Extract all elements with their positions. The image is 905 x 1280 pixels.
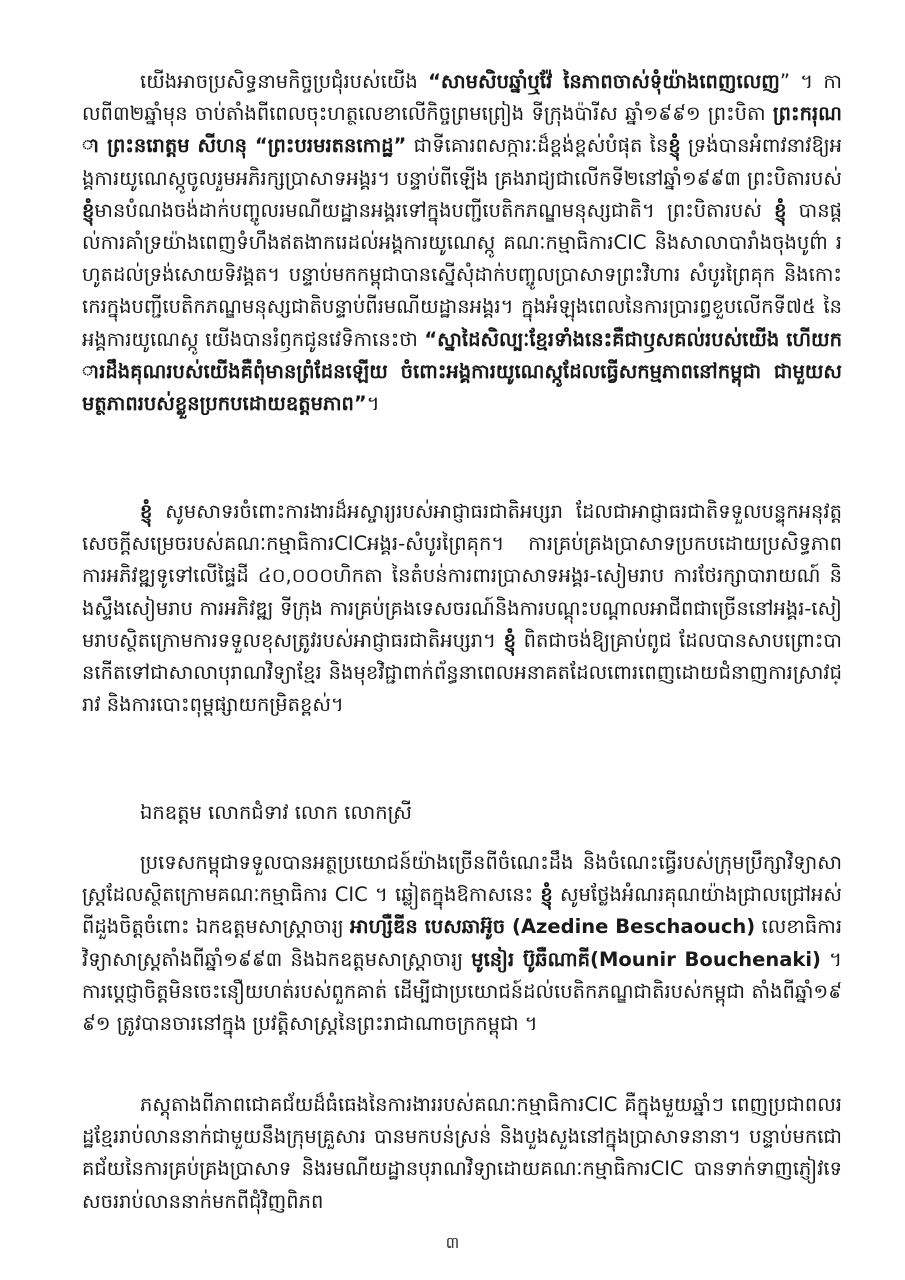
text-run: ភស្តុតាងពីភាពជោគជ័យដ៏ធំធេងនៃការងាររបស់គណៈកម្មាធិការCIC គឺក្នុងមួយឆ្នាំៗ ពេញប្រជាពលរដ្ឋខ្មែររាប់លាននាក់ជាមួយនឹងក្រុមគ្រួសារ បានមកបន់ស្រន់ និងបួងសួងនៅក្នុងប្រាសាទនានា។ បន្ទាប់មកជោគជ័យនៃការគ្រប់គ្រងប្រាសាទ និងរមណីយដ្ឋានបុរាណវិទ្យាដោយគណៈកម្មាធិការCIC បានទាក់ទាញភ្ញៀវទេសចររាប់លាននាក់មកពីជុំវិញពិភព bbox=[82, 1093, 842, 1213]
bold-run: ខ្ញុំ bbox=[140, 500, 153, 523]
text-run: ។ bbox=[366, 392, 380, 416]
paragraph-apsara bbox=[82, 496, 842, 784]
text-run: ពិតជាចង់ឱ្យគ្រាប់ពូជ ដែលបានសាបព្រោះបានកើតទៅជាសាលាបុរាណវិទ្យាខ្មែរ និងមុខវិជ្ជាពាក់ព័ន្ធនាពេលអនាគតដែលពោរពេញដោយជំនាញការស្រាវជ្រាវ និងការបោះពុម្ពផ្សាយកម្រិតខ្ពស់។ bbox=[82, 628, 842, 717]
paragraph-success bbox=[82, 1089, 842, 1219]
text-run: ជាទីគោរពសក្ការៈដ៏ខ្ពង់ខ្ពស់បំផុត នៃ bbox=[406, 134, 669, 158]
text-run: ” ។ កាលពី៣២ឆ្នាំមុន ចាប់តាំងពីពេលចុះហត្ថលេខាលើកិច្ចព្រមព្រៀង ទីក្រុងប៉ារីស ឆ្នាំ១៩៩១ ព្រះបិតា bbox=[82, 70, 842, 126]
bold-run: ខ្ញុំ bbox=[540, 883, 553, 907]
bold-run: ខ្ញុំ bbox=[82, 198, 95, 222]
paragraph-anniversary bbox=[82, 66, 842, 482]
text-run: ប្រទេសកម្ពុជាទទួលបានអត្ថប្រយោជន៍យ៉ាងច្រើនពីចំណេះដឹង និងចំណេះធ្វើរបស់ក្រុមប្រឹក្សាវិទ្យាសាស្ត្រដែលស្ថិតក្រោមគណៈកម្មាធិការ CIC ។ ឆ្លៀតក្នុងឱកាសនេះ bbox=[82, 851, 842, 907]
bold-name-beschaouch: អាហ្សឺឌីន បេសឆាអ៊ូច (Azedine Beschaouch) bbox=[350, 915, 756, 939]
text-run: សូមសាទរចំពោះការងារដ៏អស្ចារ្យរបស់អាជ្ញាធរជាតិអប្សរា ដែលជាអាជ្ញាធរជាតិទទួលបន្ទុកអនុវត្តសេចក្តីសម្រេចរបស់គណៈកម្មាធិការCICអង្គរ-សំបូរព្រៃគុក។ ការគ្រប់គ្រងប្រាសាទប្រកបដោយប្រសិទ្ធភាព ការអភិវឌ្ឍទូទៅលើផ្ទៃដី ៤០,០០០ហិកតា នៃតំបន់ការពារប្រាសាទអង្គរ-សៀមរាប ការថែរក្សាបារាយណ៍ និងស្ទឹងសៀមរាប ការអភិវឌ្ឍ ទីក្រុង ការគ្រប់គ្រងទេសចរណ៍និងការបណ្តុះបណ្តាលអាជីពជាច្រើននៅអង្គរ-សៀមរាបស្ថិតក្រោមការទទួលខុសត្រូវរបស់អាជ្ញាធរជាតិអប្សរា។ bbox=[82, 500, 842, 652]
text-run: សូមថ្លែងអំណរគុណយ៉ាងជ្រាលជ្រៅអស់ពីដួងចិត្តចំពោះ ឯកឧត្តមសាស្ត្រាចារ្យ bbox=[82, 883, 842, 939]
salutation-text: ឯកឧត្តម លោកជំទាវ លោក លោកស្រី bbox=[140, 801, 412, 824]
text-run: បានផ្តល់ការគាំទ្រយ៉ាងពេញទំហឹងឥតងាករេដល់អង្គការយូណេស្កូ គណៈកម្មាធិការCIC និងសាលាបារាំងចុងបូព៌ា រហូតដល់ទ្រង់សោយទិវង្គត។ បន្ទាប់មកកម្ពុជាបានស្នើសុំដាក់បញ្ចូលប្រាសាទព្រះវិហារ សំបូរព្រៃគុក និងកោះកេរក្នុងបញ្ជីបេតិកភណ្ឌមនុស្សជាតិបន្ទាប់ពីរមណីយដ្ឋានអង្គរ។ ក្នុងអំឡុងពេលនៃការប្រារព្ធខួបលើកទី៧៥ នៃអង្គការយូណេស្កូ យើងបានរំឭកជូនវេទិកានេះថា bbox=[82, 198, 842, 351]
paragraph-salutation bbox=[82, 797, 842, 837]
bold-run: ខ្ញុំ bbox=[668, 134, 681, 158]
bold-run: ព្រះករុណា ព្រះនរោត្តម សីហនុ “ព្រះបរមរតនកោដ្ឋ” bbox=[82, 102, 842, 158]
bold-run: ខ្ញុំ bbox=[774, 198, 787, 222]
text-run: ។ ការប្តេជ្ញាចិត្តមិនចេះនឿយហត់របស់ពួកគាត់ ដើម្បីជាប្រយោជន៍ដល់បេតិកភណ្ឌជាតិរបស់កម្ពុជា តាំងពីឆ្នាំ១៩៩១ ត្រូវបានចារនៅក្នុង ប្រវត្តិសាស្ត្រនៃព្រះរាជាណាចក្រកម្ពុជា ។ bbox=[82, 947, 842, 1036]
bold-run: ខ្ញុំ bbox=[503, 628, 517, 652]
text-run: លេខាធិការវិទ្យាសាស្ត្រតាំងពីឆ្នាំ១៩៩៣ និងឯកឧត្តមសាស្ត្រាចារ្យ bbox=[82, 915, 842, 971]
paragraph-scientific-committee bbox=[82, 847, 842, 1071]
bold-run: “សាមសិបឆ្នាំឬវ៉ែ នៃភាពចាស់ទុំយ៉ាងពេញលេញ bbox=[428, 70, 780, 93]
document-body bbox=[82, 66, 842, 1219]
text-run: មានបំណងចង់ដាក់បញ្ចូលរមណីយដ្ឋានអង្គរទៅក្នុងបញ្ជីបេតិកភណ្ឌមនុស្សជាតិ។ ព្រះបិតារបស់ bbox=[94, 198, 775, 222]
text-run: ទ្រង់បានអំពាវនាវឱ្យអង្គការយូណេស្កូចូលរួមអភិរក្សប្រាសាទអង្គរ។ បន្ទាប់ពីឡើង គ្រងរាជ្យជាលើកទី២នៅឆ្នាំ១៩៩៣ ព្រះបិតារបស់ bbox=[82, 134, 842, 190]
bold-quote: “ស្នាដៃសិល្បៈខ្មែរទាំងនេះគឺជាឫសគល់របស់យើង ហើយការដឹងគុណរបស់យើងគឺពុំមានព្រំដែនឡើយ ចំពោះអង្គការយូណេស្កូដែលធ្វើសកម្មភាពនៅកម្ពុជា ជាមួយសមត្ថភាពរបស់ខ្លួនប្រកបដោយឧត្តមភាព” bbox=[82, 327, 842, 416]
bold-name-bouchenaki: មូនៀរ ប៊ូឆឺណាគី(Mounir Bouchenaki) bbox=[471, 947, 821, 971]
page-number: ៣ bbox=[445, 1233, 460, 1252]
text-run: យើងអាចប្រសិទ្ធនាមកិច្ចប្រជុំរបស់យើង bbox=[140, 70, 429, 93]
